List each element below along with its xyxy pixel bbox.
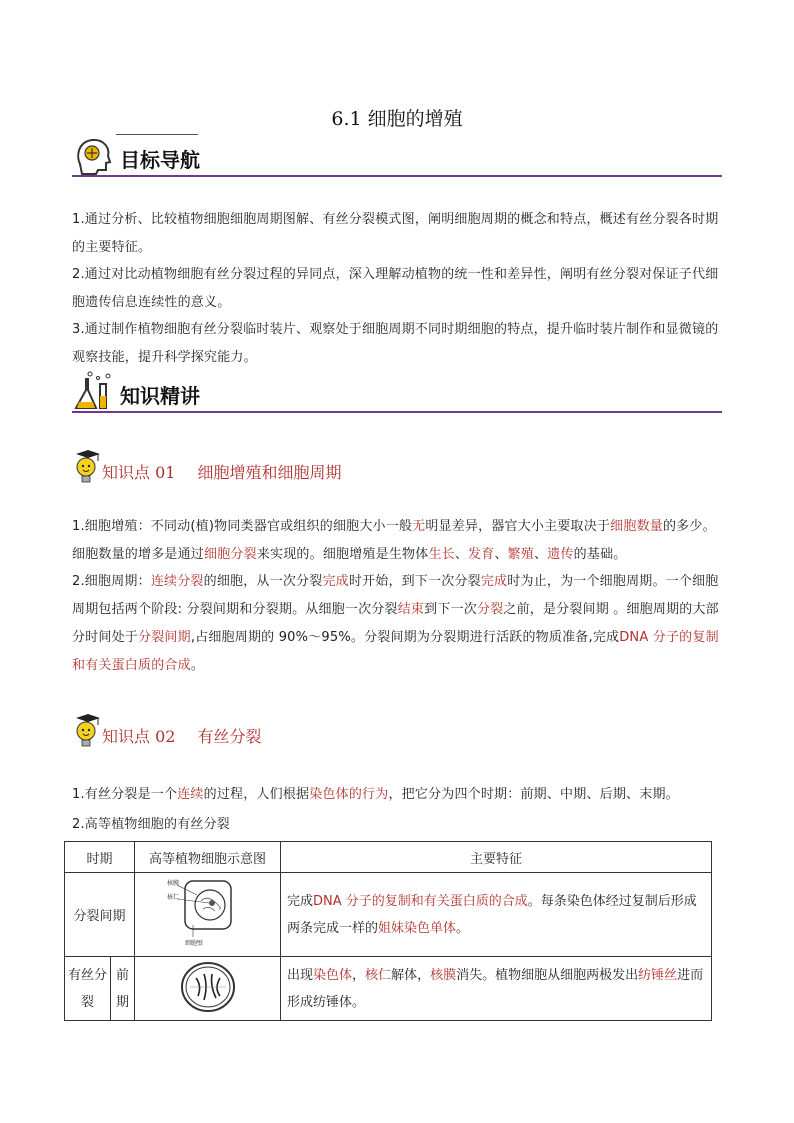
table-header-cell: 主要特征 bbox=[281, 842, 712, 873]
knowledge-point-title bbox=[102, 460, 341, 483]
section-title: 知识精讲 bbox=[120, 384, 200, 408]
kp1-paragraph-2: 2.细胞周期：连续分裂的细胞，从一次分裂完成时开始，到下一次分裂完成时为止，为一个细胞周期。一个细胞周期包括两个阶段: 分裂间期和分裂期。从细胞一次分裂结束到下一次分裂之前，是分裂间期 。细胞周期的大部分时间处于分裂间期,占细胞周期的 90%～95%。分裂间期为分裂期进行活跃的物质准备,完成DNA 分子的复制和有关蛋白质的合成。 bbox=[72, 574, 719, 673]
feature-cell: 出现染色体，核仁解体，核膜消失。植物细胞从细胞两极发出纺锤丝进而形成纺锤体。 bbox=[281, 957, 712, 1021]
section-divider bbox=[72, 175, 722, 177]
interphase-cell-diagram bbox=[163, 875, 253, 951]
knowledge-point-01-header bbox=[72, 448, 472, 488]
knowledge-point-name: 细胞增殖和细胞周期 bbox=[197, 463, 342, 482]
diagram-label: 核仁 bbox=[166, 893, 179, 901]
diagram-cell bbox=[135, 957, 281, 1021]
section-divider bbox=[72, 411, 722, 413]
goal-1: 1.通过分析、比较植物细胞细胞周期图解、有丝分裂模式图，阐明细胞周期的概念和特点，概述有丝分裂各时期的主要特征。 bbox=[72, 212, 719, 255]
section-title: 目标导航 bbox=[120, 148, 200, 172]
table-row bbox=[65, 873, 712, 957]
table-row bbox=[65, 957, 712, 1021]
knowledge-point-number: 知识点 01 bbox=[102, 463, 176, 482]
lightbulb-graduate-icon bbox=[72, 712, 100, 752]
goal-3: 3.通过制作植物细胞有丝分裂临时装片、观察处于细胞周期不同时期细胞的特点，提升临时装片制作和显微镜的观察技能，提升科学探究能力。 bbox=[72, 322, 719, 365]
feature-cell: 完成DNA 分子的复制和有关蛋白质的合成。每条染色体经过复制后形成两条完成一样的姐妹染色单体。 bbox=[281, 873, 712, 957]
knowledge-point-02-header bbox=[72, 712, 472, 752]
mitosis-phase-table bbox=[64, 841, 712, 1021]
knowledge-point-title bbox=[102, 724, 261, 747]
lightbulb-graduate-icon bbox=[72, 448, 100, 488]
diagram-label: 细胞壁 bbox=[184, 939, 203, 947]
table-header-cell: 高等植物细胞示意图 bbox=[135, 842, 281, 873]
kp2-paragraph-2: 2.高等植物细胞的有丝分裂 bbox=[72, 817, 231, 832]
diagram-label: 核膜 bbox=[166, 879, 179, 887]
kp2-paragraph-1: 1.有丝分裂是一个连续的过程，人们根据染色体的行为，把它分为四个时期：前期、中期、后期、末期。 bbox=[72, 787, 679, 802]
phase-cell: 分裂间期 bbox=[65, 873, 135, 957]
goal-2: 2.通过对比动植物细胞有丝分裂过程的异同点，深入理解动植物的统一性和差异性，阐明有丝分裂对保证子代细胞遗传信息连续性的意义。 bbox=[72, 267, 719, 310]
table-header-row bbox=[65, 842, 712, 873]
table-header-cell: 时期 bbox=[65, 842, 135, 873]
section-header-goals bbox=[72, 134, 722, 178]
prophase-cell-diagram bbox=[178, 960, 238, 1014]
group-cell: 有丝分裂 bbox=[65, 957, 111, 1021]
knowledge-point-name: 有丝分裂 bbox=[197, 727, 262, 746]
thinking-head-icon bbox=[72, 134, 116, 178]
section-topline bbox=[116, 134, 198, 135]
knowledge-point-number: 知识点 02 bbox=[102, 727, 176, 746]
section-header-knowledge bbox=[72, 370, 722, 414]
page-title: 6.1 细胞的增殖 bbox=[331, 108, 463, 130]
phase-cell: 前期 bbox=[111, 957, 135, 1021]
kp1-paragraph-1: 1.细胞增殖：不同动(植)物同类器官或组织的细胞大小一般无明显差异，器官大小主要取决于细胞数量的多少。细胞数量的增多是通过细胞分裂来实现的。细胞增殖是生物体生长、发育、繁殖、遗传的基础。 bbox=[72, 519, 716, 562]
flask-icon bbox=[72, 370, 116, 414]
diagram-cell bbox=[135, 873, 281, 957]
